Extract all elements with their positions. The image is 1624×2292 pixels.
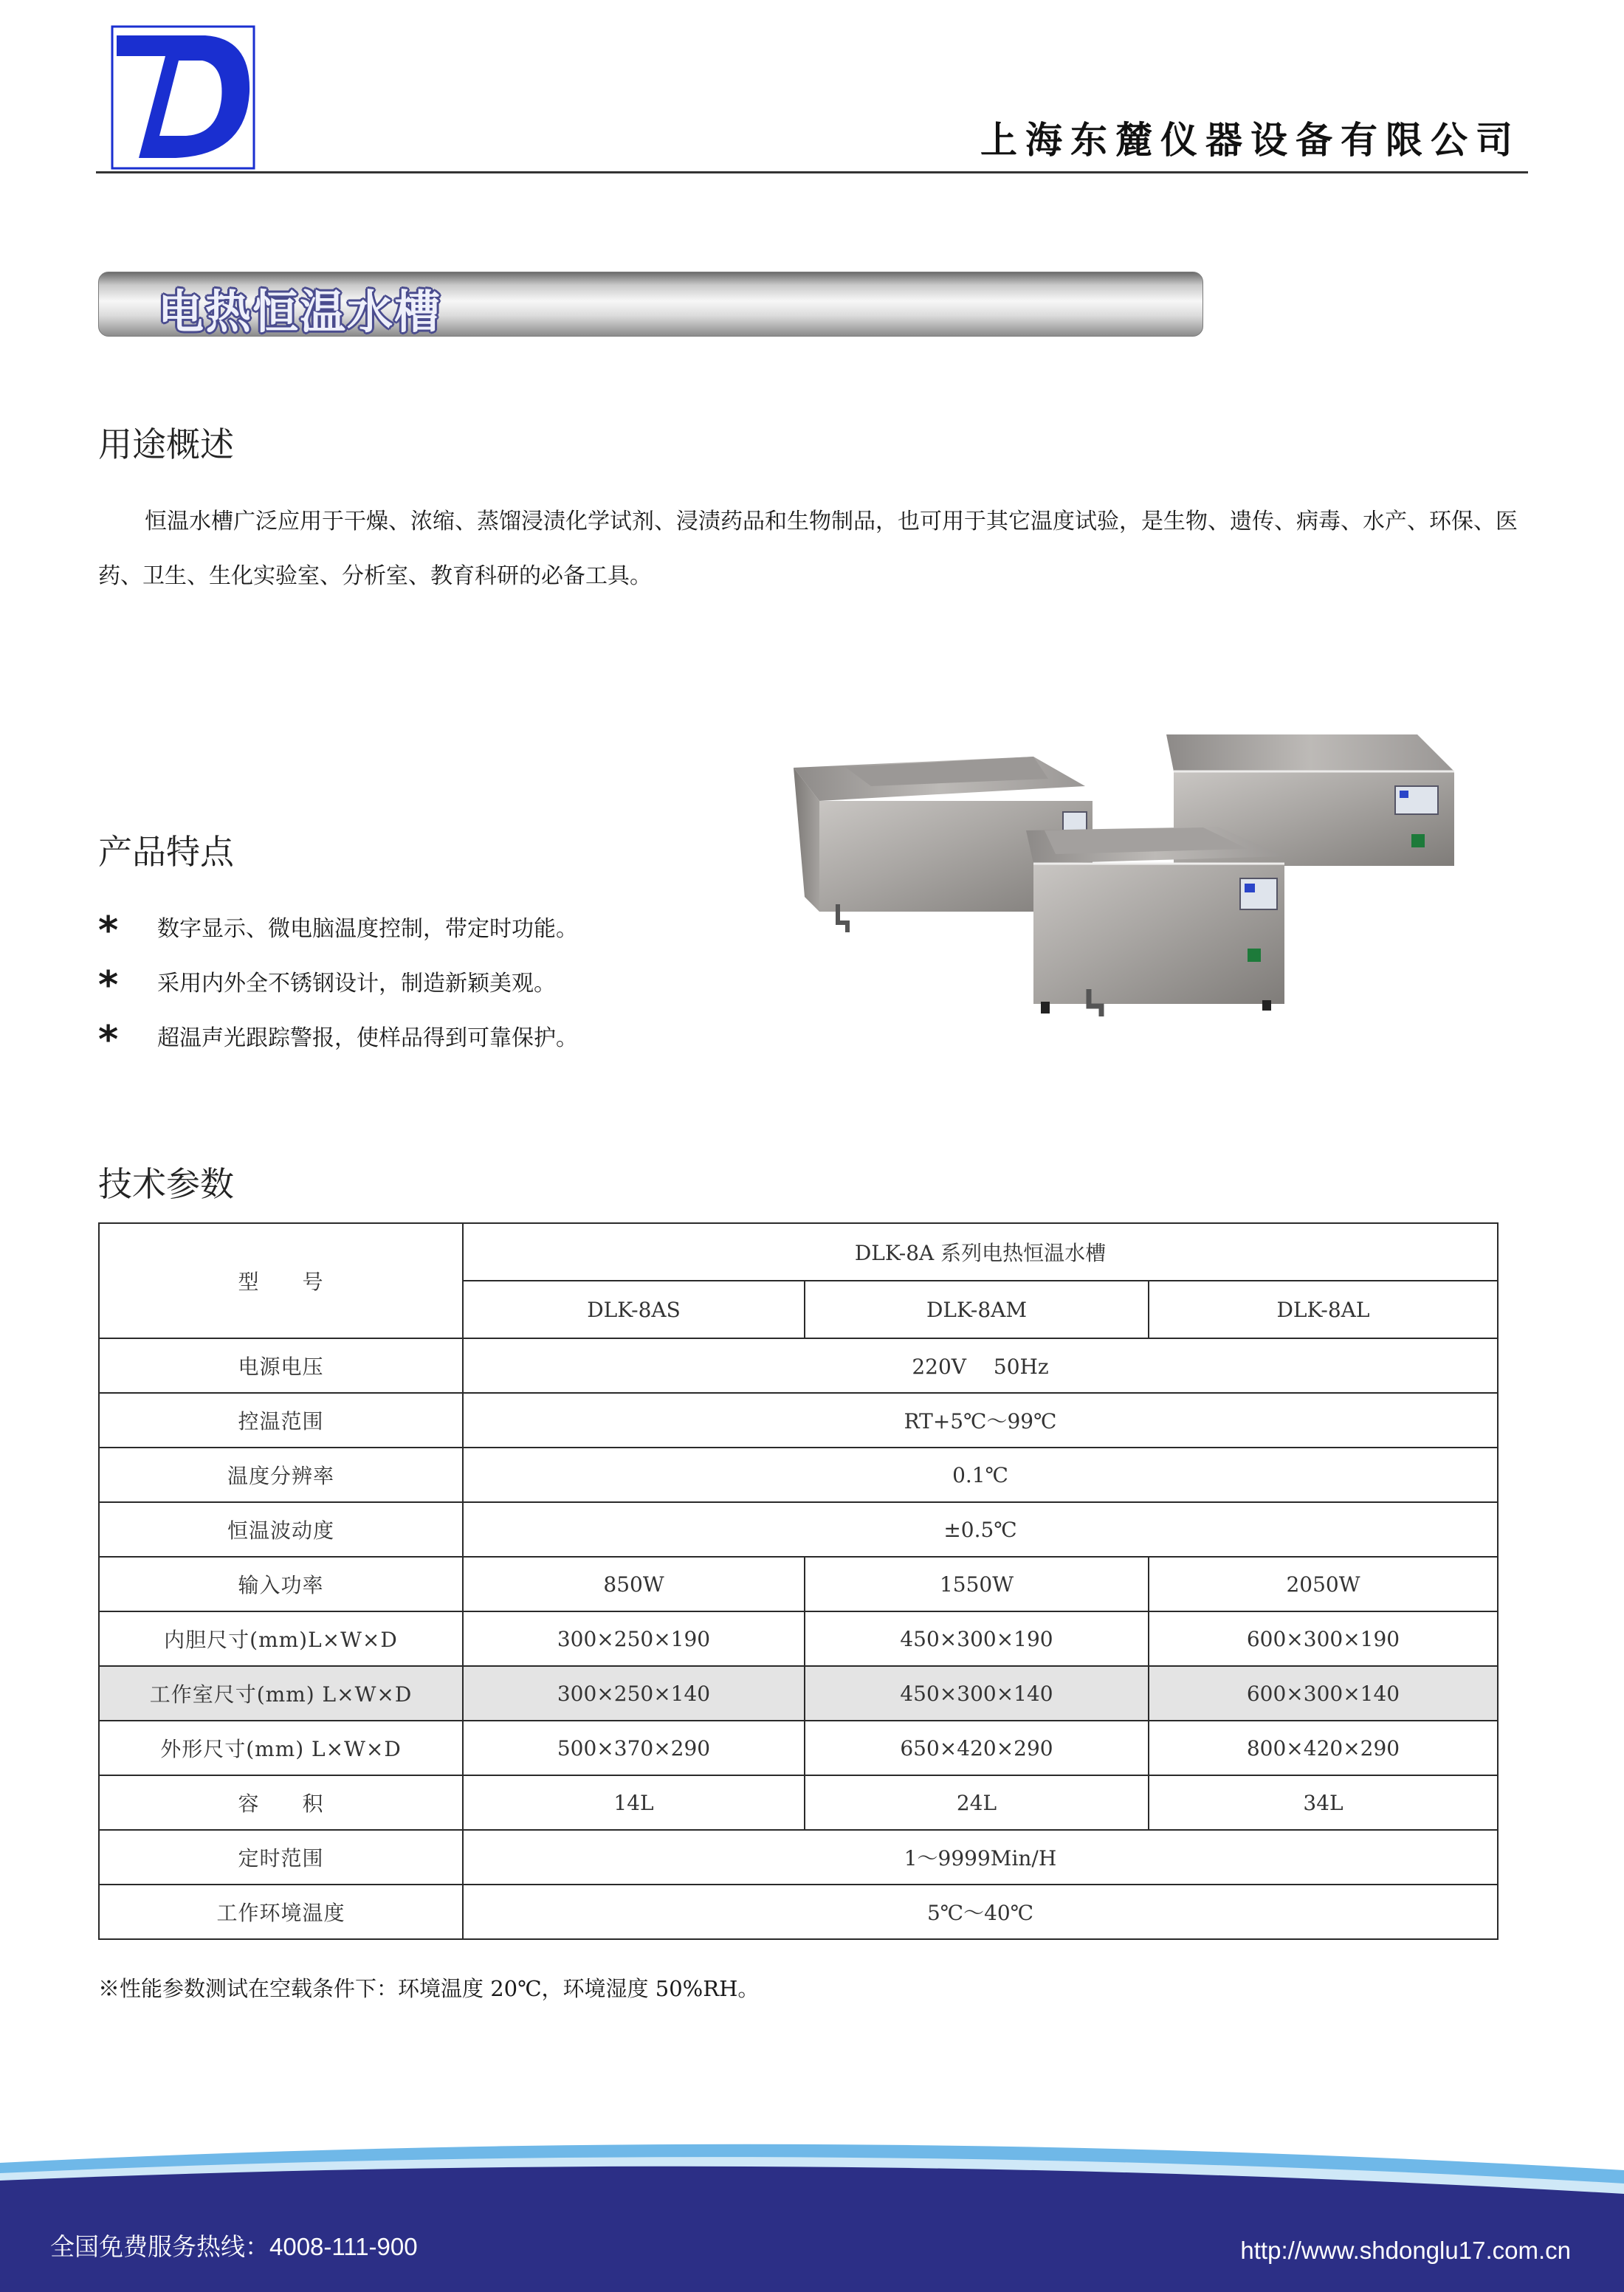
company-name: 上海东麓仪器设备有限公司 xyxy=(980,119,1521,162)
row-value: 600×300×190 xyxy=(1149,1611,1498,1666)
row-value: 2050W xyxy=(1149,1557,1498,1611)
product-title-bar xyxy=(98,272,1203,337)
row-value: 24L xyxy=(805,1775,1149,1830)
feature-text: 超温声光跟踪警报，使样品得到可靠保护。 xyxy=(157,1025,578,1051)
feature-text: 采用内外全不锈钢设计，制造新颖美观。 xyxy=(157,971,556,997)
row-value: 1550W xyxy=(805,1557,1149,1611)
star-bullet-icon: * xyxy=(98,1018,119,1062)
table-row xyxy=(99,1830,1498,1885)
row-value: 300×250×140 xyxy=(463,1666,805,1721)
table-row xyxy=(99,1448,1498,1502)
row-label: 输入功率 xyxy=(99,1557,463,1611)
d-logo-icon xyxy=(111,25,255,170)
list-item xyxy=(98,902,578,957)
table-row xyxy=(99,1666,1498,1721)
table-row xyxy=(99,1338,1498,1393)
row-label: 定时范围 xyxy=(99,1830,463,1885)
overview-text: 恒温水槽广泛应用于干燥、浓缩、蒸馏浸渍化学试剂、浸渍药品和生物制品，也可用于其它温度试验，是生物、遗传、病毒、水产、环保、医药、卫生、生化实验室、分析室、教育科研的必备工具。 xyxy=(98,509,1518,589)
list-item xyxy=(98,1011,578,1066)
row-value: 850W xyxy=(463,1557,805,1611)
overview-heading: 用途概述 xyxy=(98,424,234,464)
service-hotline: 全国免费服务热线：4008-111-900 xyxy=(50,2233,418,2260)
feature-list xyxy=(98,902,578,1066)
row-value: 450×300×190 xyxy=(805,1611,1149,1666)
specs-heading: 技术参数 xyxy=(98,1164,234,1204)
website-link[interactable]: http://www.shdonglu17.com.cn xyxy=(1240,2237,1571,2264)
row-label: 工作环境温度 xyxy=(99,1885,463,1939)
table-row xyxy=(99,1557,1498,1611)
row-label: 控温范围 xyxy=(99,1393,463,1448)
series-name: DLK-8A 系列电热恒温水槽 xyxy=(463,1223,1498,1281)
footer-wave-banner xyxy=(0,2126,1624,2292)
model-name: DLK-8AS xyxy=(463,1281,805,1338)
list-item xyxy=(98,957,578,1011)
row-value: RT+5℃～99℃ xyxy=(463,1393,1498,1448)
row-value: 600×300×140 xyxy=(1149,1666,1498,1721)
star-bullet-icon: * xyxy=(98,909,119,953)
star-bullet-icon: * xyxy=(98,963,119,1008)
row-value: 220V 50Hz xyxy=(463,1338,1498,1393)
row-value: 1～9999Min/H xyxy=(463,1830,1498,1885)
spec-table xyxy=(98,1222,1499,1940)
row-value: 650×420×290 xyxy=(805,1721,1149,1775)
row-value: 450×300×140 xyxy=(805,1666,1149,1721)
row-label: 温度分辨率 xyxy=(99,1448,463,1502)
row-label: 电源电压 xyxy=(99,1338,463,1393)
water-bath-photo-icon xyxy=(790,727,1521,1037)
row-value: ±0.5℃ xyxy=(463,1502,1498,1557)
header-divider xyxy=(96,171,1528,173)
row-label: 恒温波动度 xyxy=(99,1502,463,1557)
row-value: 800×420×290 xyxy=(1149,1721,1498,1775)
row-value: 5℃～40℃ xyxy=(463,1885,1498,1939)
features-heading: 产品特点 xyxy=(98,832,234,872)
row-value: 500×370×290 xyxy=(463,1721,805,1775)
product-title: 电热恒温水槽 xyxy=(158,285,442,339)
table-row xyxy=(99,1775,1498,1830)
row-value: 14L xyxy=(463,1775,805,1830)
row-label: 内胆尺寸(mm)L×W×D xyxy=(99,1611,463,1666)
feature-text: 数字显示、微电脑温度控制，带定时功能。 xyxy=(157,916,578,942)
table-row xyxy=(99,1502,1498,1557)
table-row xyxy=(99,1721,1498,1775)
table-row xyxy=(99,1611,1498,1666)
spec-footnote: ※性能参数测试在空载条件下：环境温度 20℃，环境湿度 50%RH。 xyxy=(98,1976,760,2001)
row-label: 外形尺寸(mm) L×W×D xyxy=(99,1721,463,1775)
model-label: 型 号 xyxy=(99,1223,463,1338)
row-value: 0.1℃ xyxy=(463,1448,1498,1502)
model-name: DLK-8AM xyxy=(805,1281,1149,1338)
row-label: 工作室尺寸(mm) L×W×D xyxy=(99,1666,463,1721)
table-row xyxy=(99,1223,1498,1281)
row-value: 300×250×190 xyxy=(463,1611,805,1666)
table-row xyxy=(99,1393,1498,1448)
model-name: DLK-8AL xyxy=(1149,1281,1498,1338)
table-row xyxy=(99,1885,1498,1939)
row-label: 容 积 xyxy=(99,1775,463,1830)
row-value: 34L xyxy=(1149,1775,1498,1830)
